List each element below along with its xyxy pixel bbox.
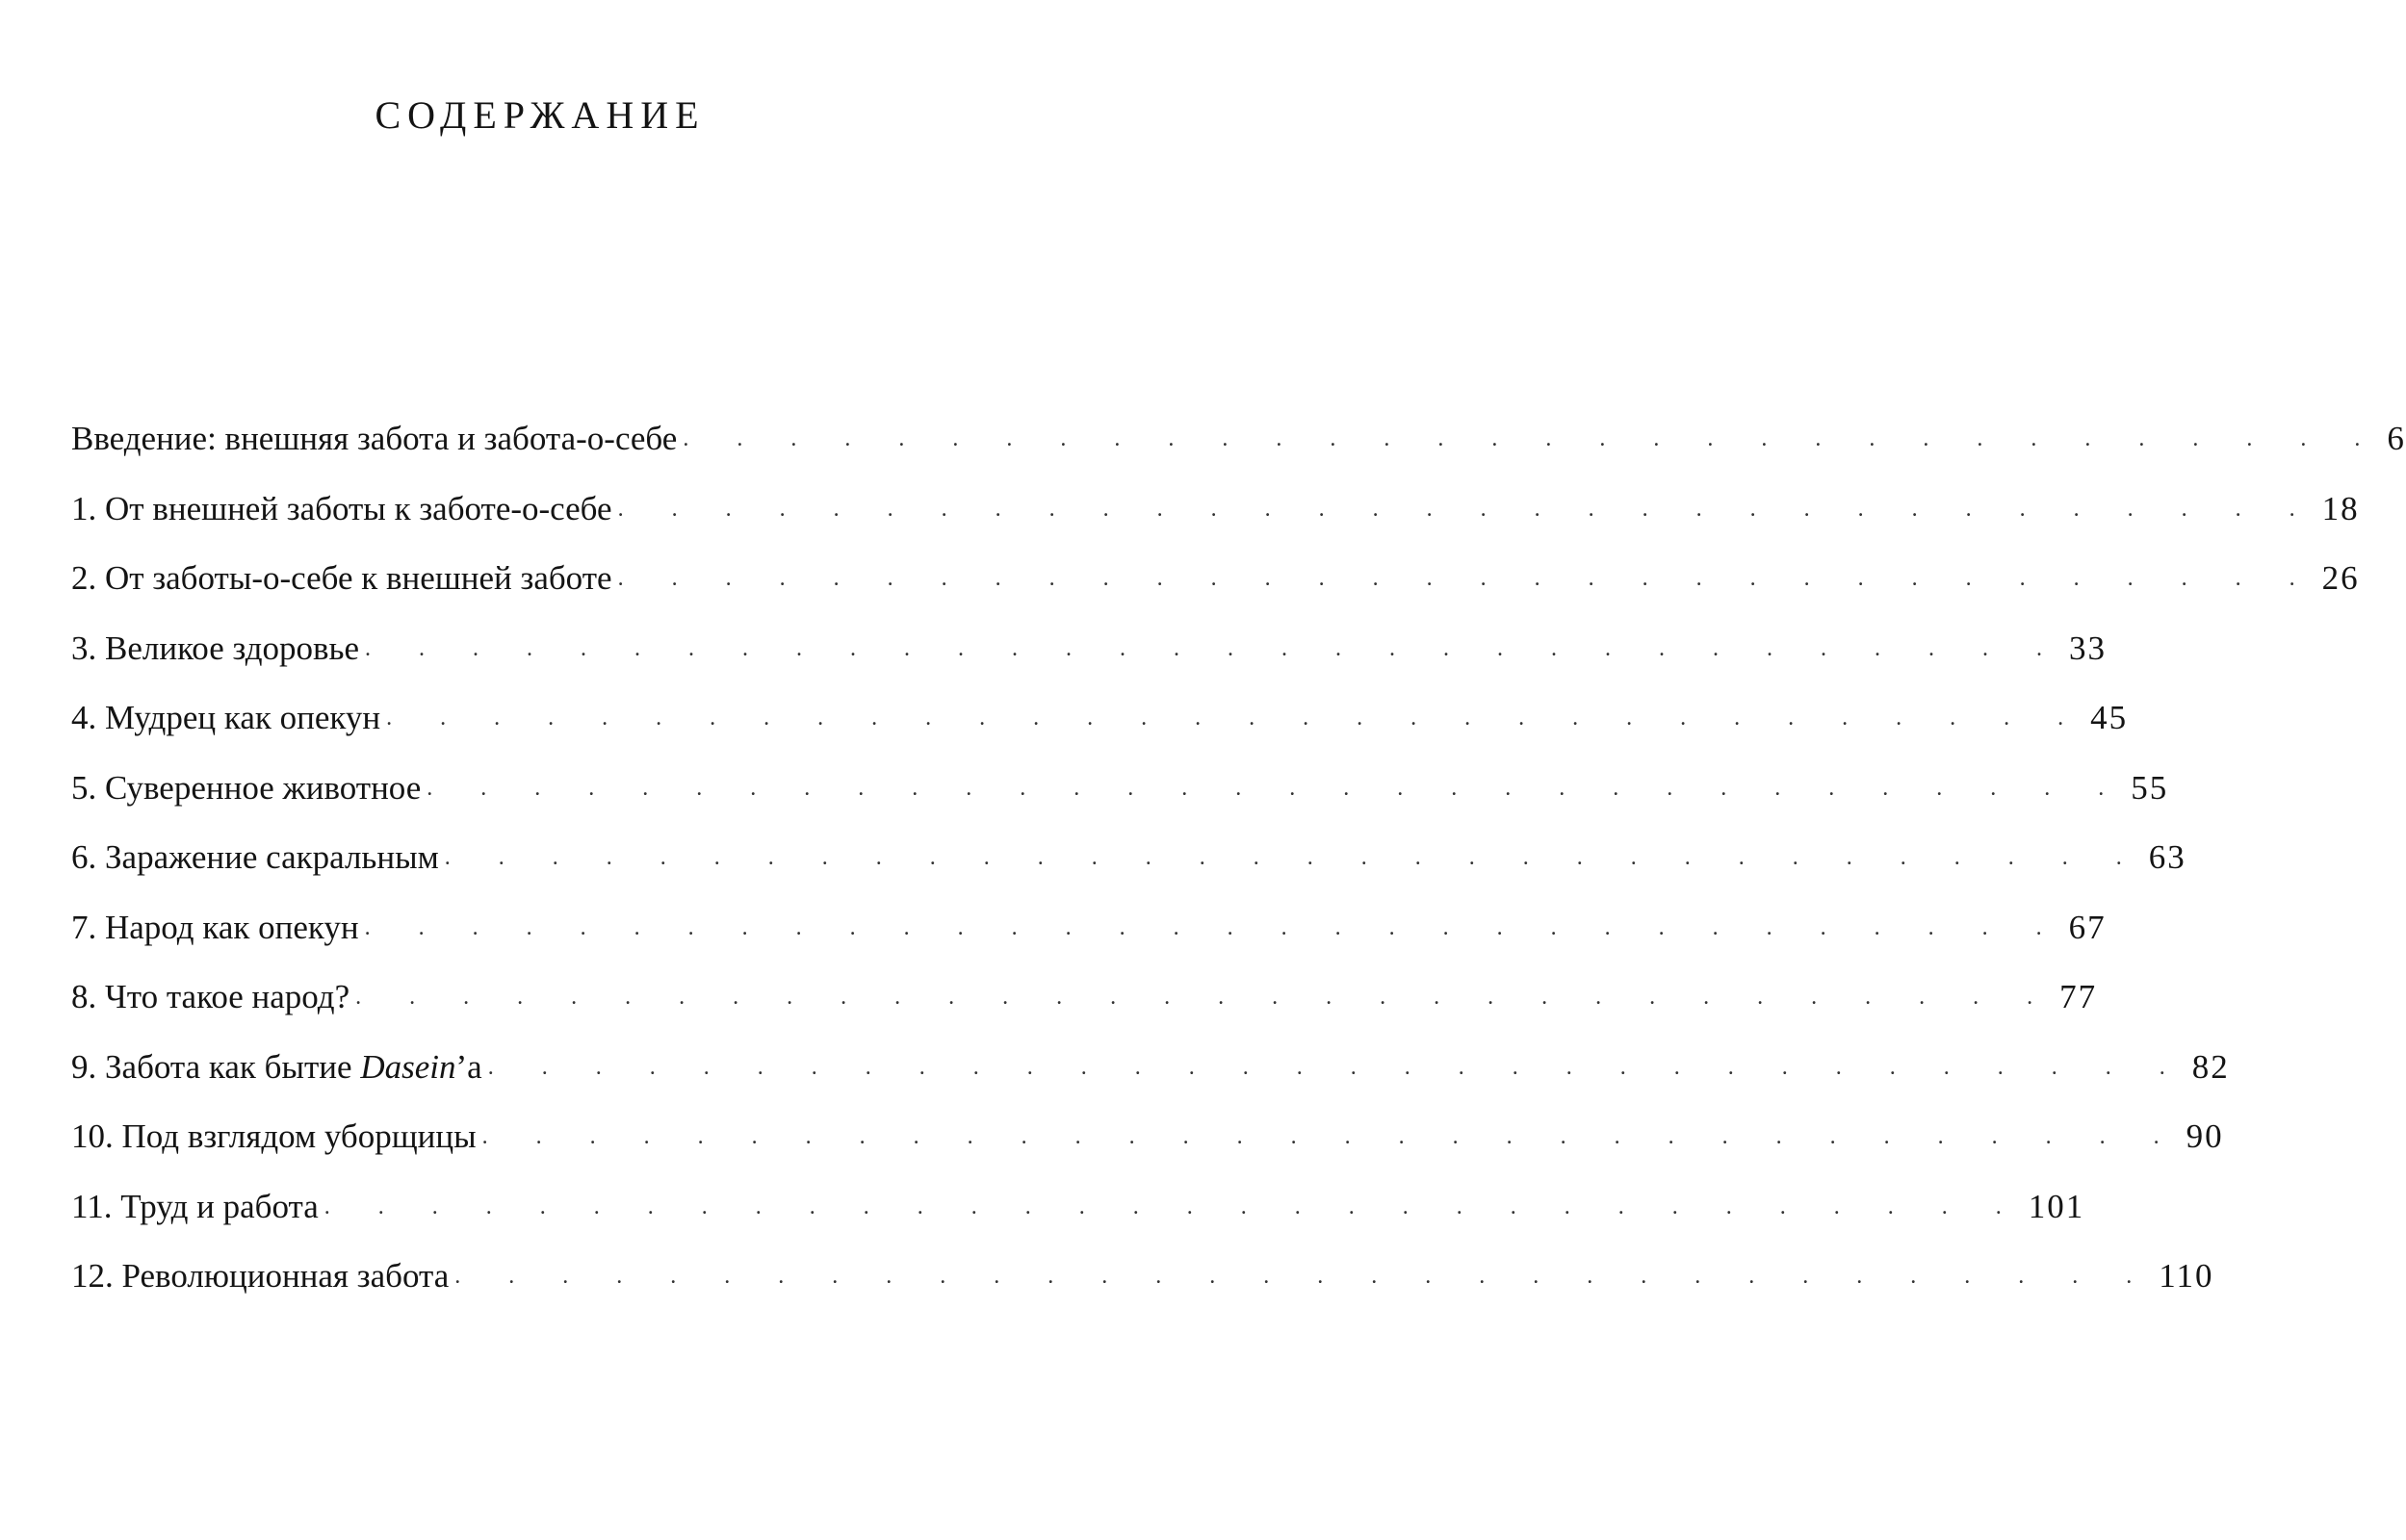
chapter-title: Суверенное животное	[105, 768, 422, 807]
chapter-number: 8.	[71, 978, 97, 1016]
dot-leader: . . . . . . . . . . . . . . . . . . . . . . . . . . . . . . . .	[683, 426, 2382, 452]
toc-entry-title	[71, 978, 349, 1016]
toc-entry-title	[71, 769, 421, 808]
table-of-contents	[71, 404, 2406, 1312]
chapter-title: От внешней заботы к заботе-о-себе	[105, 489, 612, 527]
toc-page-number: 63	[2148, 838, 2186, 877]
dot-leader: . . . . . . . . . . . . . . . . . . . . . . . . . . . . . . . .	[365, 635, 2064, 661]
toc-entry-chapter-12[interactable]	[71, 1242, 2214, 1312]
toc-page-number: 77	[2059, 978, 2098, 1016]
chapter-title: Труд и работа	[120, 1187, 319, 1225]
toc-entry-title	[71, 1117, 477, 1156]
dot-leader: . . . . . . . . . . . . . . . . . . . . . . . . . . . . . . . .	[617, 566, 2316, 592]
chapter-number: 11.	[71, 1187, 113, 1225]
chapter-number: 1.	[71, 489, 97, 527]
chapter-number: 9.	[71, 1047, 97, 1086]
toc-page-number: 45	[2090, 699, 2129, 737]
chapter-number: 2.	[71, 559, 97, 598]
toc-entry-introduction[interactable]	[71, 404, 2406, 475]
chapter-title: Мудрец как опекун	[105, 699, 381, 737]
dot-leader: . . . . . . . . . . . . . . . . . . . . . . . . . . . . . . . .	[355, 985, 2055, 1011]
chapter-title-prefix: Забота как бытие	[105, 1047, 361, 1086]
dot-leader: . . . . . . . . . . . . . . . . . . . . . . . . . . . . . . . .	[487, 1054, 2186, 1080]
toc-page-number: 18	[2321, 489, 2360, 527]
toc-page-number: 67	[2068, 908, 2107, 946]
toc-entry-title	[71, 559, 612, 598]
toc-page-number: 110	[2159, 1257, 2214, 1296]
toc-page-number: 33	[2069, 629, 2108, 667]
toc-page-number: 55	[2131, 768, 2169, 807]
toc-entry-title	[71, 1048, 482, 1087]
toc-entry-chapter-6[interactable]	[71, 823, 2186, 893]
toc-entry-title	[71, 629, 359, 668]
dot-leader: . . . . . . . . . . . . . . . . . . . . . . . . . . . . . . . .	[323, 1194, 2023, 1219]
chapter-title-italic: Dasein	[360, 1047, 456, 1086]
dot-leader: . . . . . . . . . . . . . . . . . . . . . . . . . . . . . . . .	[364, 914, 2063, 940]
toc-entry-title: Введение: внешняя забота и забота-о-себе	[71, 420, 678, 458]
chapter-number: 6.	[71, 838, 97, 877]
toc-entry-title	[71, 1257, 449, 1296]
chapter-title-suffix: ’a	[455, 1047, 482, 1086]
chapter-number: 4.	[71, 699, 97, 737]
toc-entry-chapter-4[interactable]	[71, 683, 2129, 754]
toc-entry-title	[71, 838, 439, 877]
toc-entry-title	[71, 909, 359, 947]
toc-page-number: 82	[2191, 1047, 2230, 1086]
toc-entry-chapter-5[interactable]	[71, 754, 2169, 824]
dot-leader: . . . . . . . . . . . . . . . . . . . . . . . . . . . . . . . .	[617, 496, 2316, 522]
dot-leader: . . . . . . . . . . . . . . . . . . . . . . . . . . . . . . . .	[444, 845, 2143, 871]
chapter-number: 12.	[71, 1257, 114, 1296]
dot-leader: . . . . . . . . . . . . . . . . . . . . . . . . . . . . . . . .	[386, 706, 2085, 732]
toc-page-number: 101	[2028, 1187, 2085, 1225]
toc-entry-title	[71, 490, 612, 528]
dot-leader: . . . . . . . . . . . . . . . . . . . . . . . . . . . . . . . .	[454, 1264, 2154, 1290]
chapter-title: Великое здоровье	[105, 629, 360, 667]
toc-entry-title	[71, 699, 380, 737]
chapter-title: Под взглядом уборщицы	[121, 1117, 477, 1156]
chapter-title: Что такое народ?	[105, 978, 350, 1016]
toc-entry-chapter-8[interactable]	[71, 962, 2098, 1033]
toc-entry-chapter-10[interactable]	[71, 1102, 2224, 1172]
chapter-number: 10.	[71, 1117, 114, 1156]
chapter-title: Народ как опекун	[105, 908, 359, 946]
page-title: СОДЕРЖАНИЕ	[375, 93, 706, 137]
chapter-number: 5.	[71, 768, 97, 807]
toc-page-number: 26	[2321, 559, 2360, 598]
toc-entry-chapter-1[interactable]	[71, 475, 2360, 545]
toc-entry-chapter-3[interactable]	[71, 614, 2108, 684]
dot-leader: . . . . . . . . . . . . . . . . . . . . . . . . . . . . . . . .	[481, 1124, 2181, 1150]
toc-entry-title	[71, 1188, 319, 1226]
chapter-title: От заботы-о-себе к внешней заботе	[105, 559, 612, 598]
toc-entry-chapter-11[interactable]	[71, 1172, 2085, 1243]
toc-entry-chapter-7[interactable]	[71, 893, 2107, 963]
toc-page-number: 90	[2186, 1117, 2224, 1156]
chapter-title: Революционная забота	[121, 1257, 450, 1296]
chapter-title: Заражение сакральным	[105, 838, 439, 877]
toc-entry-chapter-9[interactable]	[71, 1033, 2230, 1103]
chapter-number: 7.	[71, 908, 97, 946]
toc-page-number: 6	[2387, 420, 2406, 458]
chapter-number: 3.	[71, 629, 97, 667]
dot-leader: . . . . . . . . . . . . . . . . . . . . . . . . . . . . . . . .	[427, 775, 2126, 801]
toc-entry-chapter-2[interactable]	[71, 544, 2360, 614]
